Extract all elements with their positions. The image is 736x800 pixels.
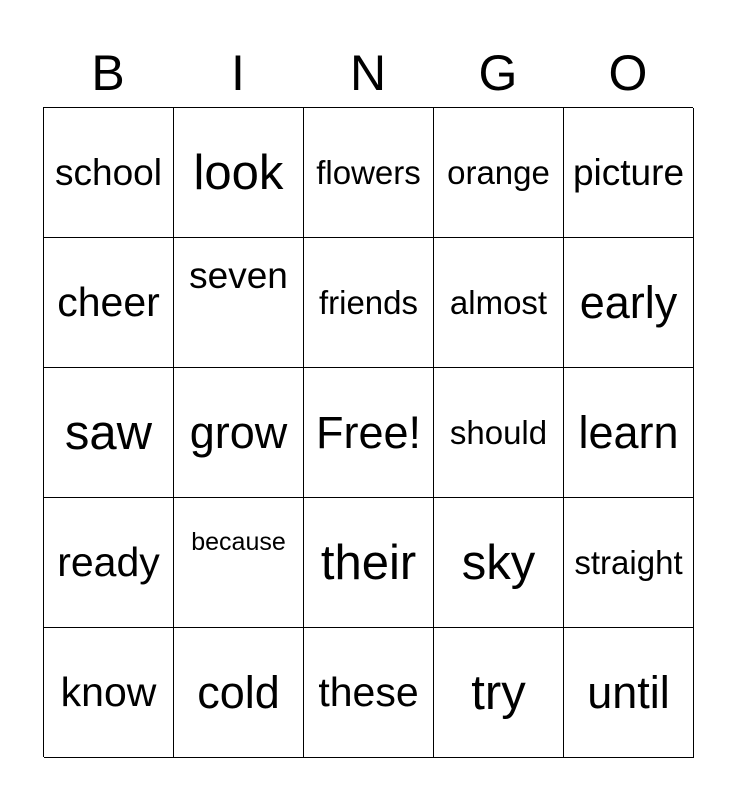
- bingo-header: [43, 40, 693, 106]
- cell-word: cold: [197, 666, 280, 718]
- cell-word: almost: [449, 283, 548, 321]
- cell-word: because: [191, 528, 286, 556]
- cell-word: orange: [447, 153, 550, 191]
- bingo-cell: [44, 368, 174, 498]
- cell-word: should: [449, 413, 548, 451]
- cell-word: cheer: [57, 279, 160, 325]
- bingo-cell: [564, 628, 694, 758]
- cell-word: saw: [64, 405, 153, 460]
- bingo-cell: [174, 368, 304, 498]
- bingo-cell: [44, 628, 174, 758]
- bingo-cell: [174, 108, 304, 238]
- cell-word: their: [320, 535, 417, 590]
- cell-word: school: [55, 151, 162, 193]
- cell-word: flowers: [316, 153, 421, 191]
- bingo-cell: [434, 368, 564, 498]
- cell-word: early: [579, 276, 678, 328]
- bingo-cell: [304, 238, 434, 368]
- header-letter-g: G: [478, 45, 518, 101]
- bingo-cell: [304, 628, 434, 758]
- bingo-cell: [564, 498, 694, 628]
- cell-word: these: [318, 669, 419, 715]
- cell-word: look: [193, 145, 284, 200]
- cell-word: know: [60, 669, 157, 715]
- cell-word: straight: [574, 543, 683, 581]
- bingo-board: [43, 107, 693, 757]
- bingo-cell: [564, 108, 694, 238]
- free-space-cell: [304, 368, 434, 498]
- bingo-cell: [44, 238, 174, 368]
- header-letter-b: B: [91, 45, 125, 101]
- cell-word: ready: [57, 539, 160, 585]
- cell-word: sky: [461, 535, 536, 590]
- bingo-cell: [434, 238, 564, 368]
- cell-word: picture: [572, 151, 685, 193]
- cell-word: learn: [578, 406, 679, 458]
- bingo-cell: [564, 238, 694, 368]
- cell-word: seven: [189, 255, 288, 296]
- cell-word: try: [471, 665, 526, 720]
- cell-word: until: [587, 666, 670, 718]
- cell-word: friends: [318, 283, 419, 321]
- bingo-cell: [434, 628, 564, 758]
- header-letter-i: I: [231, 45, 245, 101]
- bingo-cell: [434, 498, 564, 628]
- bingo-cell: [44, 498, 174, 628]
- bingo-cell: [304, 498, 434, 628]
- bingo-cell: [304, 108, 434, 238]
- bingo-cell: [434, 108, 564, 238]
- header-letter-n: N: [349, 45, 387, 101]
- bingo-cell: [174, 628, 304, 758]
- bingo-cell: [44, 108, 174, 238]
- header-letter-o: O: [608, 45, 648, 101]
- bingo-cell: [174, 498, 304, 628]
- bingo-cell: [174, 238, 304, 368]
- cell-word: grow: [189, 406, 288, 458]
- bingo-cell: [564, 368, 694, 498]
- free-space-label: Free!: [315, 406, 422, 458]
